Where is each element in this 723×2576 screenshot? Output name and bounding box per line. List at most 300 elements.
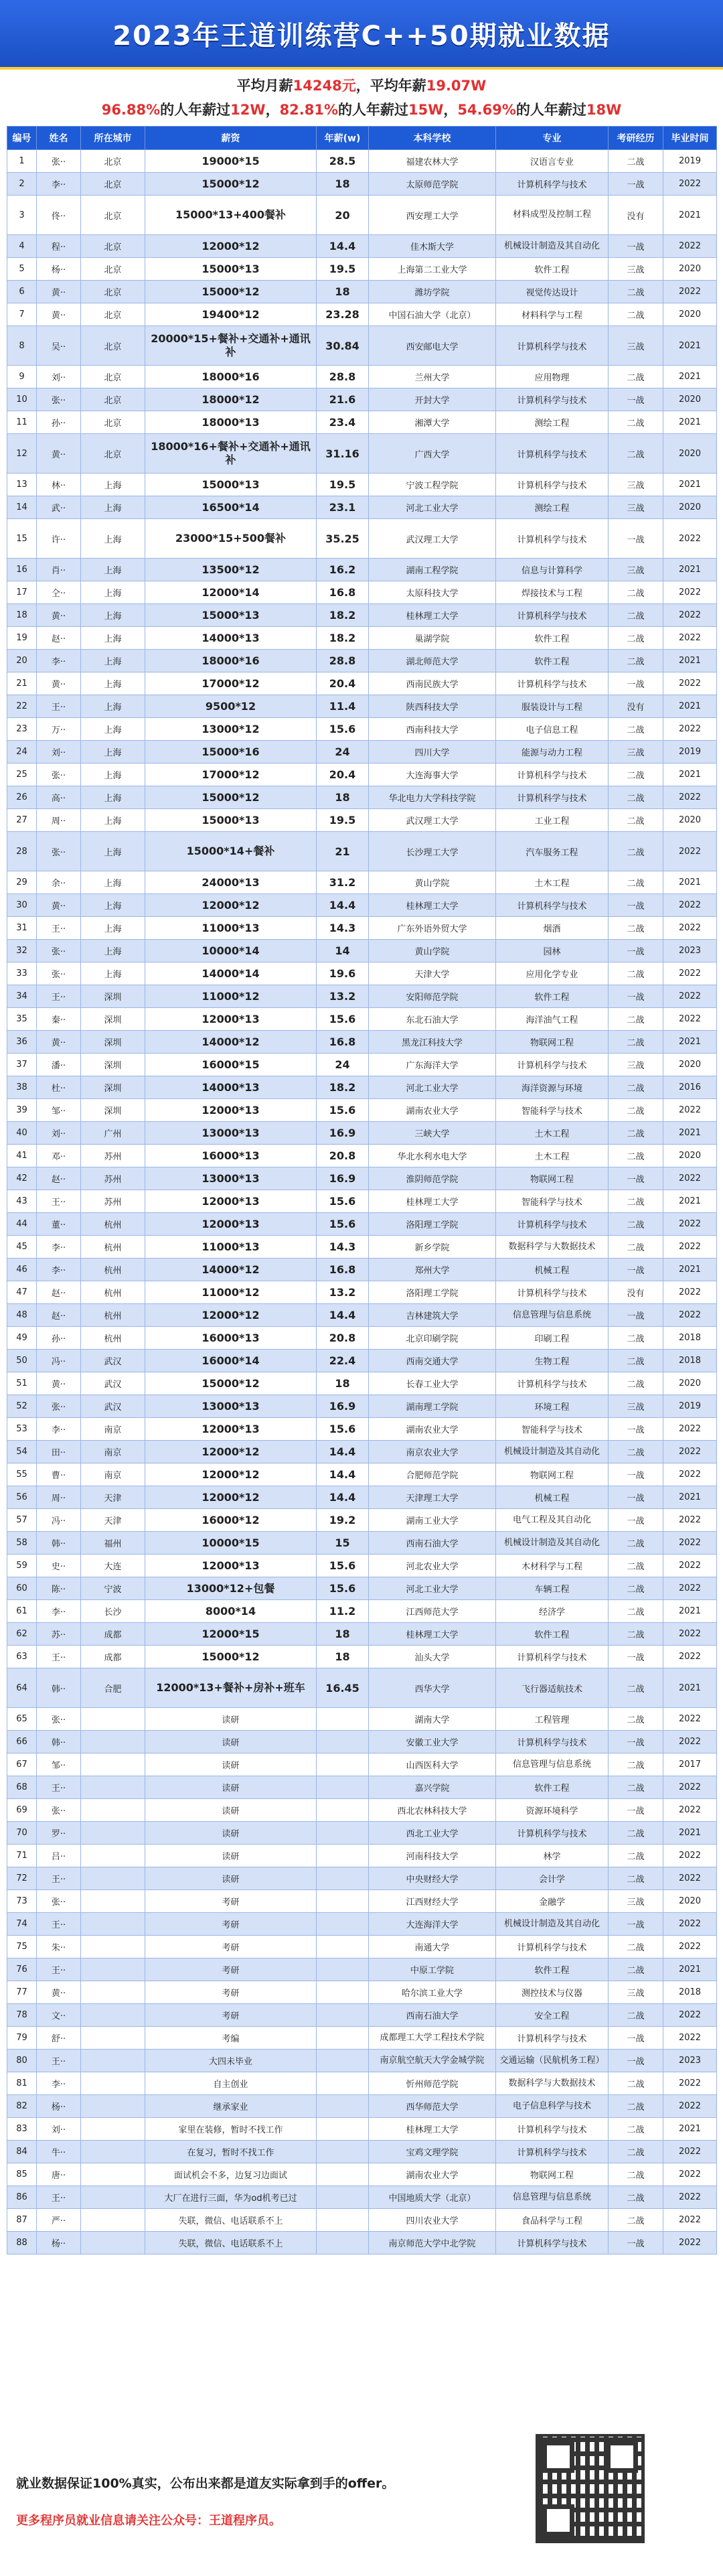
table-row xyxy=(7,894,717,917)
cell-id: 35 xyxy=(7,1008,37,1031)
cell-city: 上海 xyxy=(81,764,145,786)
cell-id: 28 xyxy=(7,832,37,871)
cell-exam: 二战 xyxy=(609,1555,663,1577)
cell-grad-year: 2022 xyxy=(663,2186,717,2209)
cell-annual: 14.4 xyxy=(317,1463,369,1486)
table-row xyxy=(7,985,717,1008)
cell-name: 黄·· xyxy=(37,1372,81,1395)
cell-grad-year: 2020 xyxy=(663,1054,717,1076)
table-row xyxy=(7,764,717,786)
cell-salary: 12000*13+餐补+房补+班车 xyxy=(145,1668,317,1708)
cell-grad-year: 2017 xyxy=(663,1754,717,1776)
cell-salary: 18000*16 xyxy=(145,650,317,672)
cell-major: 电气工程及其自动化 xyxy=(496,1509,609,1532)
cell-annual xyxy=(317,1822,369,1845)
cell-id: 65 xyxy=(7,1708,37,1731)
cell-annual: 16.2 xyxy=(317,559,369,581)
cell-school: 成都理工大学工程技术学院 xyxy=(369,2027,496,2050)
cell-id: 87 xyxy=(7,2209,37,2232)
cell-salary: 读研 xyxy=(145,1708,317,1731)
cell-school: 湘潭大学 xyxy=(369,411,496,434)
cell-id: 22 xyxy=(7,695,37,718)
cell-major: 土木工程 xyxy=(496,871,609,894)
cell-school: 西南石油大学 xyxy=(369,1532,496,1555)
cell-id: 66 xyxy=(7,1731,37,1754)
cell-city: 南京 xyxy=(81,1441,145,1463)
stats-line-2 xyxy=(0,99,723,119)
cell-city: 大连 xyxy=(81,1555,145,1577)
cell-exam: 二战 xyxy=(609,2186,663,2209)
cell-name: 文·· xyxy=(37,2004,81,2027)
cell-annual: 13.2 xyxy=(317,985,369,1008)
table-row xyxy=(7,1304,717,1327)
cell-salary: 12000*14 xyxy=(145,581,317,604)
cell-exam: 二战 xyxy=(609,1822,663,1845)
cell-major: 资源环境科学 xyxy=(496,1799,609,1822)
cell-id: 46 xyxy=(7,1259,37,1281)
cell-city xyxy=(81,2050,145,2072)
cell-exam: 一战 xyxy=(609,173,663,196)
cell-city: 北京 xyxy=(81,281,145,303)
cell-grad-year: 2022 xyxy=(663,519,717,559)
cell-major: 海洋油气工程 xyxy=(496,1008,609,1031)
cell-id: 10 xyxy=(7,388,37,411)
cell-exam: 一战 xyxy=(609,894,663,917)
cell-name: 韩·· xyxy=(37,1668,81,1708)
cell-exam: 二战 xyxy=(609,1327,663,1350)
cell-id: 61 xyxy=(7,1600,37,1623)
cell-school: 河南科技大学 xyxy=(369,1845,496,1867)
cell-salary: 自主创业 xyxy=(145,2072,317,2095)
cell-salary: 11000*12 xyxy=(145,985,317,1008)
cell-major: 计算机科学与技术 xyxy=(496,1372,609,1395)
table-row xyxy=(7,1799,717,1822)
cell-city xyxy=(81,1845,145,1867)
cell-grad-year: 2022 xyxy=(663,2141,717,2163)
cell-grad-year: 2020 xyxy=(663,258,717,281)
cell-exam: 没有 xyxy=(609,196,663,235)
cell-school: 南通大学 xyxy=(369,1936,496,1958)
cell-major: 物联网工程 xyxy=(496,1031,609,1054)
cell-major: 信息管理与信息系统 xyxy=(496,1754,609,1776)
cell-grad-year: 2022 xyxy=(663,894,717,917)
cell-annual: 16.9 xyxy=(317,1167,369,1190)
cell-name: 王·· xyxy=(37,2050,81,2072)
cell-id: 80 xyxy=(7,2050,37,2072)
cell-name: 黄·· xyxy=(37,303,81,326)
cell-school: 河北工业大学 xyxy=(369,1577,496,1600)
cell-grad-year: 2022 xyxy=(663,1845,717,1867)
cell-id: 63 xyxy=(7,1646,37,1668)
cell-id: 24 xyxy=(7,741,37,764)
cell-city: 杭州 xyxy=(81,1327,145,1350)
cell-salary: 考研 xyxy=(145,1936,317,1958)
cell-salary: 考研 xyxy=(145,1913,317,1936)
cell-salary: 16000*12 xyxy=(145,1509,317,1532)
cell-city: 上海 xyxy=(81,650,145,672)
cell-annual xyxy=(317,2050,369,2072)
cell-salary: 16500*14 xyxy=(145,496,317,519)
cell-salary: 14000*14 xyxy=(145,962,317,985)
cell-major: 材料科学与工程 xyxy=(496,303,609,326)
cell-major: 计算机科学与技术 xyxy=(496,672,609,695)
cell-grad-year: 2022 xyxy=(663,281,717,303)
cell-salary: 14000*12 xyxy=(145,1031,317,1054)
cell-school: 桂林理工大学 xyxy=(369,604,496,627)
cell-annual xyxy=(317,2118,369,2141)
cell-city: 上海 xyxy=(81,672,145,695)
cell-city xyxy=(81,1913,145,1936)
cell-grad-year: 2021 xyxy=(663,1259,717,1281)
cell-salary: 12000*12 xyxy=(145,235,317,258)
cell-id: 6 xyxy=(7,281,37,303)
cell-annual xyxy=(317,2141,369,2163)
cell-exam: 二战 xyxy=(609,1190,663,1213)
cell-grad-year: 2022 xyxy=(663,1441,717,1463)
col-header-id: 编号 xyxy=(7,127,37,150)
cell-annual: 18 xyxy=(317,1372,369,1395)
cell-grad-year: 2022 xyxy=(663,1555,717,1577)
cell-city: 福州 xyxy=(81,1532,145,1555)
cell-annual xyxy=(317,1708,369,1731)
cell-id: 34 xyxy=(7,985,37,1008)
cell-name: 韩·· xyxy=(37,1532,81,1555)
col-header-school: 本科学校 xyxy=(369,127,496,150)
cell-salary: 考研 xyxy=(145,1958,317,1981)
cell-id: 36 xyxy=(7,1031,37,1054)
cell-id: 74 xyxy=(7,1913,37,1936)
cell-name: 王·· xyxy=(37,985,81,1008)
cell-salary: 18000*16+餐补+交通补+通讯补 xyxy=(145,434,317,474)
table-row xyxy=(7,281,717,303)
cell-grad-year: 2018 xyxy=(663,1981,717,2004)
table-row xyxy=(7,1099,717,1122)
cell-name: 史·· xyxy=(37,1555,81,1577)
cell-school: 四川大学 xyxy=(369,741,496,764)
cell-annual: 18.2 xyxy=(317,627,369,650)
cell-grad-year: 2022 xyxy=(663,1213,717,1236)
value-18w: 18W xyxy=(586,102,622,118)
cell-id: 71 xyxy=(7,1845,37,1867)
cell-name: 赵·· xyxy=(37,1281,81,1304)
cell-exam: 二战 xyxy=(609,1936,663,1958)
cell-school: 天津理工大学 xyxy=(369,1486,496,1509)
cell-grad-year: 2022 xyxy=(663,235,717,258)
cell-exam: 一战 xyxy=(609,1167,663,1190)
cell-exam: 一战 xyxy=(609,1731,663,1754)
cell-major: 数据科学与大数据技术 xyxy=(496,1236,609,1259)
cell-school: 忻州师范学院 xyxy=(369,2072,496,2095)
stats-line-1 xyxy=(0,75,723,95)
cell-exam: 一战 xyxy=(609,2232,663,2255)
cell-exam: 一战 xyxy=(609,985,663,1008)
cell-salary: 15000*13 xyxy=(145,474,317,496)
cell-salary: 13000*13 xyxy=(145,1167,317,1190)
cell-name: 杜·· xyxy=(37,1076,81,1099)
cell-major: 视觉传达设计 xyxy=(496,281,609,303)
cell-grad-year: 2022 xyxy=(663,2072,717,2095)
cell-major: 计算机科学与技术 xyxy=(496,434,609,474)
cell-exam: 二战 xyxy=(609,2163,663,2186)
cell-exam: 三战 xyxy=(609,1890,663,1913)
cell-exam: 二战 xyxy=(609,1236,663,1259)
cell-school: 洛阳理工学院 xyxy=(369,1281,496,1304)
table-row xyxy=(7,326,717,366)
cell-salary: 读研 xyxy=(145,1754,317,1776)
cell-salary: 面试机会不多，边复习边面试 xyxy=(145,2163,317,2186)
cell-city: 上海 xyxy=(81,581,145,604)
cell-grad-year: 2022 xyxy=(663,2232,717,2255)
cell-annual: 20.8 xyxy=(317,1327,369,1350)
cell-grad-year: 2022 xyxy=(663,1776,717,1799)
cell-exam: 一战 xyxy=(609,519,663,559)
cell-id: 56 xyxy=(7,1486,37,1509)
cell-name: 张·· xyxy=(37,1799,81,1822)
footer-follow: 更多程序员就业信息请关注公众号：王道程序员。 xyxy=(16,2514,281,2528)
cell-salary: 17000*12 xyxy=(145,764,317,786)
cell-id: 79 xyxy=(7,2027,37,2050)
table-row xyxy=(7,1031,717,1054)
cell-annual: 20.8 xyxy=(317,1145,369,1167)
cell-school: 中国地质大学（北京） xyxy=(369,2186,496,2209)
cell-id: 40 xyxy=(7,1122,37,1145)
cell-grad-year: 2022 xyxy=(663,1236,717,1259)
cell-major: 安全工程 xyxy=(496,2004,609,2027)
cell-city: 深圳 xyxy=(81,1076,145,1099)
table-row xyxy=(7,411,717,434)
table-row xyxy=(7,1981,717,2004)
cell-school: 黄山学院 xyxy=(369,871,496,894)
cell-annual xyxy=(317,1776,369,1799)
cell-id: 19 xyxy=(7,627,37,650)
table-row xyxy=(7,196,717,235)
cell-city xyxy=(81,1754,145,1776)
cell-city: 北京 xyxy=(81,434,145,474)
cell-annual: 22.4 xyxy=(317,1350,369,1372)
cell-school: 上海第二工业大学 xyxy=(369,258,496,281)
cell-id: 11 xyxy=(7,411,37,434)
table-row xyxy=(7,2209,717,2232)
cell-major: 电子信息科学与技术 xyxy=(496,2095,609,2118)
cell-annual: 19.5 xyxy=(317,809,369,832)
cell-exam: 三战 xyxy=(609,1981,663,2004)
cell-annual: 19.2 xyxy=(317,1509,369,1532)
cell-id: 14 xyxy=(7,496,37,519)
cell-grad-year: 2022 xyxy=(663,1867,717,1890)
cell-exam: 二战 xyxy=(609,962,663,985)
cell-salary: 16000*13 xyxy=(145,1327,317,1350)
cell-id: 60 xyxy=(7,1577,37,1600)
cell-major: 智能科学与技术 xyxy=(496,1099,609,1122)
cell-name: 王·· xyxy=(37,1776,81,1799)
cell-id: 67 xyxy=(7,1754,37,1776)
cell-salary: 13000*12+包餐 xyxy=(145,1577,317,1600)
table-row xyxy=(7,695,717,718)
cell-city: 上海 xyxy=(81,962,145,985)
table-row xyxy=(7,1327,717,1350)
cell-grad-year: 2021 xyxy=(663,1600,717,1623)
cell-grad-year: 2021 xyxy=(663,1668,717,1708)
cell-exam: 二战 xyxy=(609,1213,663,1236)
table-row xyxy=(7,1076,717,1099)
cell-salary: 8000*14 xyxy=(145,1600,317,1623)
cell-exam: 二战 xyxy=(609,1145,663,1167)
cell-city xyxy=(81,2232,145,2255)
cell-city: 北京 xyxy=(81,173,145,196)
footer xyxy=(0,2430,723,2576)
cell-school: 湖南农业大学 xyxy=(369,1418,496,1441)
cell-id: 5 xyxy=(7,258,37,281)
cell-school: 佳木斯大学 xyxy=(369,235,496,258)
cell-annual xyxy=(317,1936,369,1958)
cell-name: 罗·· xyxy=(37,1822,81,1845)
cell-name: 王·· xyxy=(37,1190,81,1213)
cell-grad-year: 2021 xyxy=(663,1822,717,1845)
cell-city: 上海 xyxy=(81,718,145,741)
cell-exam: 一战 xyxy=(609,672,663,695)
cell-name: 李·· xyxy=(37,650,81,672)
cell-school: 桂林理工大学 xyxy=(369,1190,496,1213)
table-row xyxy=(7,559,717,581)
cell-grad-year: 2021 xyxy=(663,366,717,388)
cell-exam: 二战 xyxy=(609,627,663,650)
table-row xyxy=(7,1623,717,1646)
cell-major: 能源与动力工程 xyxy=(496,741,609,764)
cell-exam: 二战 xyxy=(609,1600,663,1623)
cell-name: 朱·· xyxy=(37,1936,81,1958)
cell-salary: 12000*13 xyxy=(145,1008,317,1031)
cell-exam: 三战 xyxy=(609,1054,663,1076)
cell-exam: 二战 xyxy=(609,303,663,326)
cell-school: 西北工业大学 xyxy=(369,1822,496,1845)
cell-id: 7 xyxy=(7,303,37,326)
avg-month-value: 14248元 xyxy=(293,78,356,94)
cell-name: 万·· xyxy=(37,718,81,741)
cell-grad-year: 2021 xyxy=(663,764,717,786)
cell-annual xyxy=(317,1981,369,2004)
employment-table xyxy=(7,126,717,2255)
table-row xyxy=(7,1731,717,1754)
table-row xyxy=(7,809,717,832)
cell-id: 1 xyxy=(7,150,37,173)
cell-city: 杭州 xyxy=(81,1259,145,1281)
cell-school: 桂林理工大学 xyxy=(369,1623,496,1646)
cell-exam: 二战 xyxy=(609,2004,663,2027)
col-header-annual: 年薪(w) xyxy=(317,127,369,150)
cell-city: 上海 xyxy=(81,809,145,832)
cell-major: 软件工程 xyxy=(496,650,609,672)
cell-salary: 12000*13 xyxy=(145,1099,317,1122)
cell-major: 计算机科学与技术 xyxy=(496,1054,609,1076)
cell-salary: 15000*13+400餐补 xyxy=(145,196,317,235)
cell-name: 李·· xyxy=(37,1600,81,1623)
cell-city xyxy=(81,1958,145,1981)
cell-annual: 18 xyxy=(317,173,369,196)
cell-exam: 三战 xyxy=(609,559,663,581)
cell-exam: 二战 xyxy=(609,650,663,672)
cell-grad-year: 2016 xyxy=(663,1076,717,1099)
cell-school: 河北工业大学 xyxy=(369,496,496,519)
cell-salary: 12000*12 xyxy=(145,1463,317,1486)
cell-major: 服装设计与工程 xyxy=(496,695,609,718)
table-row xyxy=(7,388,717,411)
cell-name: 王·· xyxy=(37,1958,81,1981)
cell-id: 68 xyxy=(7,1776,37,1799)
cell-school: 福建农林大学 xyxy=(369,150,496,173)
cell-grad-year: 2022 xyxy=(663,2004,717,2027)
cell-school: 淮阴师范学院 xyxy=(369,1167,496,1190)
cell-grad-year: 2023 xyxy=(663,940,717,962)
table-row xyxy=(7,1555,717,1577)
cell-id: 69 xyxy=(7,1799,37,1822)
cell-name: 刘·· xyxy=(37,2118,81,2141)
cell-salary: 15000*12 xyxy=(145,173,317,196)
cell-school: 太原师范学院 xyxy=(369,173,496,196)
cell-major: 汽车服务工程 xyxy=(496,832,609,871)
cell-annual: 15.6 xyxy=(317,718,369,741)
cell-exam: 二战 xyxy=(609,1776,663,1799)
cell-major: 物联网工程 xyxy=(496,1463,609,1486)
cell-name: 黄·· xyxy=(37,1981,81,2004)
cell-city xyxy=(81,2141,145,2163)
cell-school: 安徽工业大学 xyxy=(369,1731,496,1754)
table-row xyxy=(7,2118,717,2141)
cell-grad-year: 2022 xyxy=(663,1577,717,1600)
cell-major: 应用化学专业 xyxy=(496,962,609,985)
cell-name: 邓·· xyxy=(37,1145,81,1167)
cell-annual: 16.8 xyxy=(317,1031,369,1054)
cell-exam: 二战 xyxy=(609,786,663,809)
summary-stats xyxy=(0,70,723,126)
cell-city xyxy=(81,1981,145,2004)
cell-annual xyxy=(317,1913,369,1936)
cell-exam: 二战 xyxy=(609,1577,663,1600)
cell-annual: 24 xyxy=(317,1054,369,1076)
cell-major: 焊接技术与工程 xyxy=(496,581,609,604)
cell-exam: 二战 xyxy=(609,366,663,388)
table-row xyxy=(7,1845,717,1867)
cell-name: 黄·· xyxy=(37,1031,81,1054)
cell-city: 北京 xyxy=(81,235,145,258)
cell-grad-year: 2022 xyxy=(663,1167,717,1190)
cell-salary: 16000*14 xyxy=(145,1350,317,1372)
table-row xyxy=(7,1890,717,1913)
cell-salary: 18000*16 xyxy=(145,366,317,388)
cell-city xyxy=(81,1822,145,1845)
cell-name: 赵·· xyxy=(37,1304,81,1327)
cell-major: 计算机科学与技术 xyxy=(496,474,609,496)
cell-school: 吉林建筑大学 xyxy=(369,1304,496,1327)
cell-school: 西南交通大学 xyxy=(369,1350,496,1372)
cell-major: 计算机科学与技术 xyxy=(496,786,609,809)
cell-id: 12 xyxy=(7,434,37,474)
table-row xyxy=(7,1008,717,1031)
cell-annual xyxy=(317,2072,369,2095)
cell-school: 桂林理工大学 xyxy=(369,894,496,917)
cell-major: 土木工程 xyxy=(496,1122,609,1145)
cell-grad-year: 2022 xyxy=(663,1936,717,1958)
cell-annual: 30.84 xyxy=(317,326,369,366)
table-row xyxy=(7,1867,717,1890)
table-row xyxy=(7,1259,717,1281)
cell-salary: 15000*13 xyxy=(145,809,317,832)
table-row xyxy=(7,434,717,474)
cell-annual xyxy=(317,1890,369,1913)
cell-major: 应用物理 xyxy=(496,366,609,388)
cell-annual: 31.2 xyxy=(317,871,369,894)
cell-exam: 二战 xyxy=(609,1754,663,1776)
label-12w: 的人年薪过 xyxy=(160,102,231,118)
